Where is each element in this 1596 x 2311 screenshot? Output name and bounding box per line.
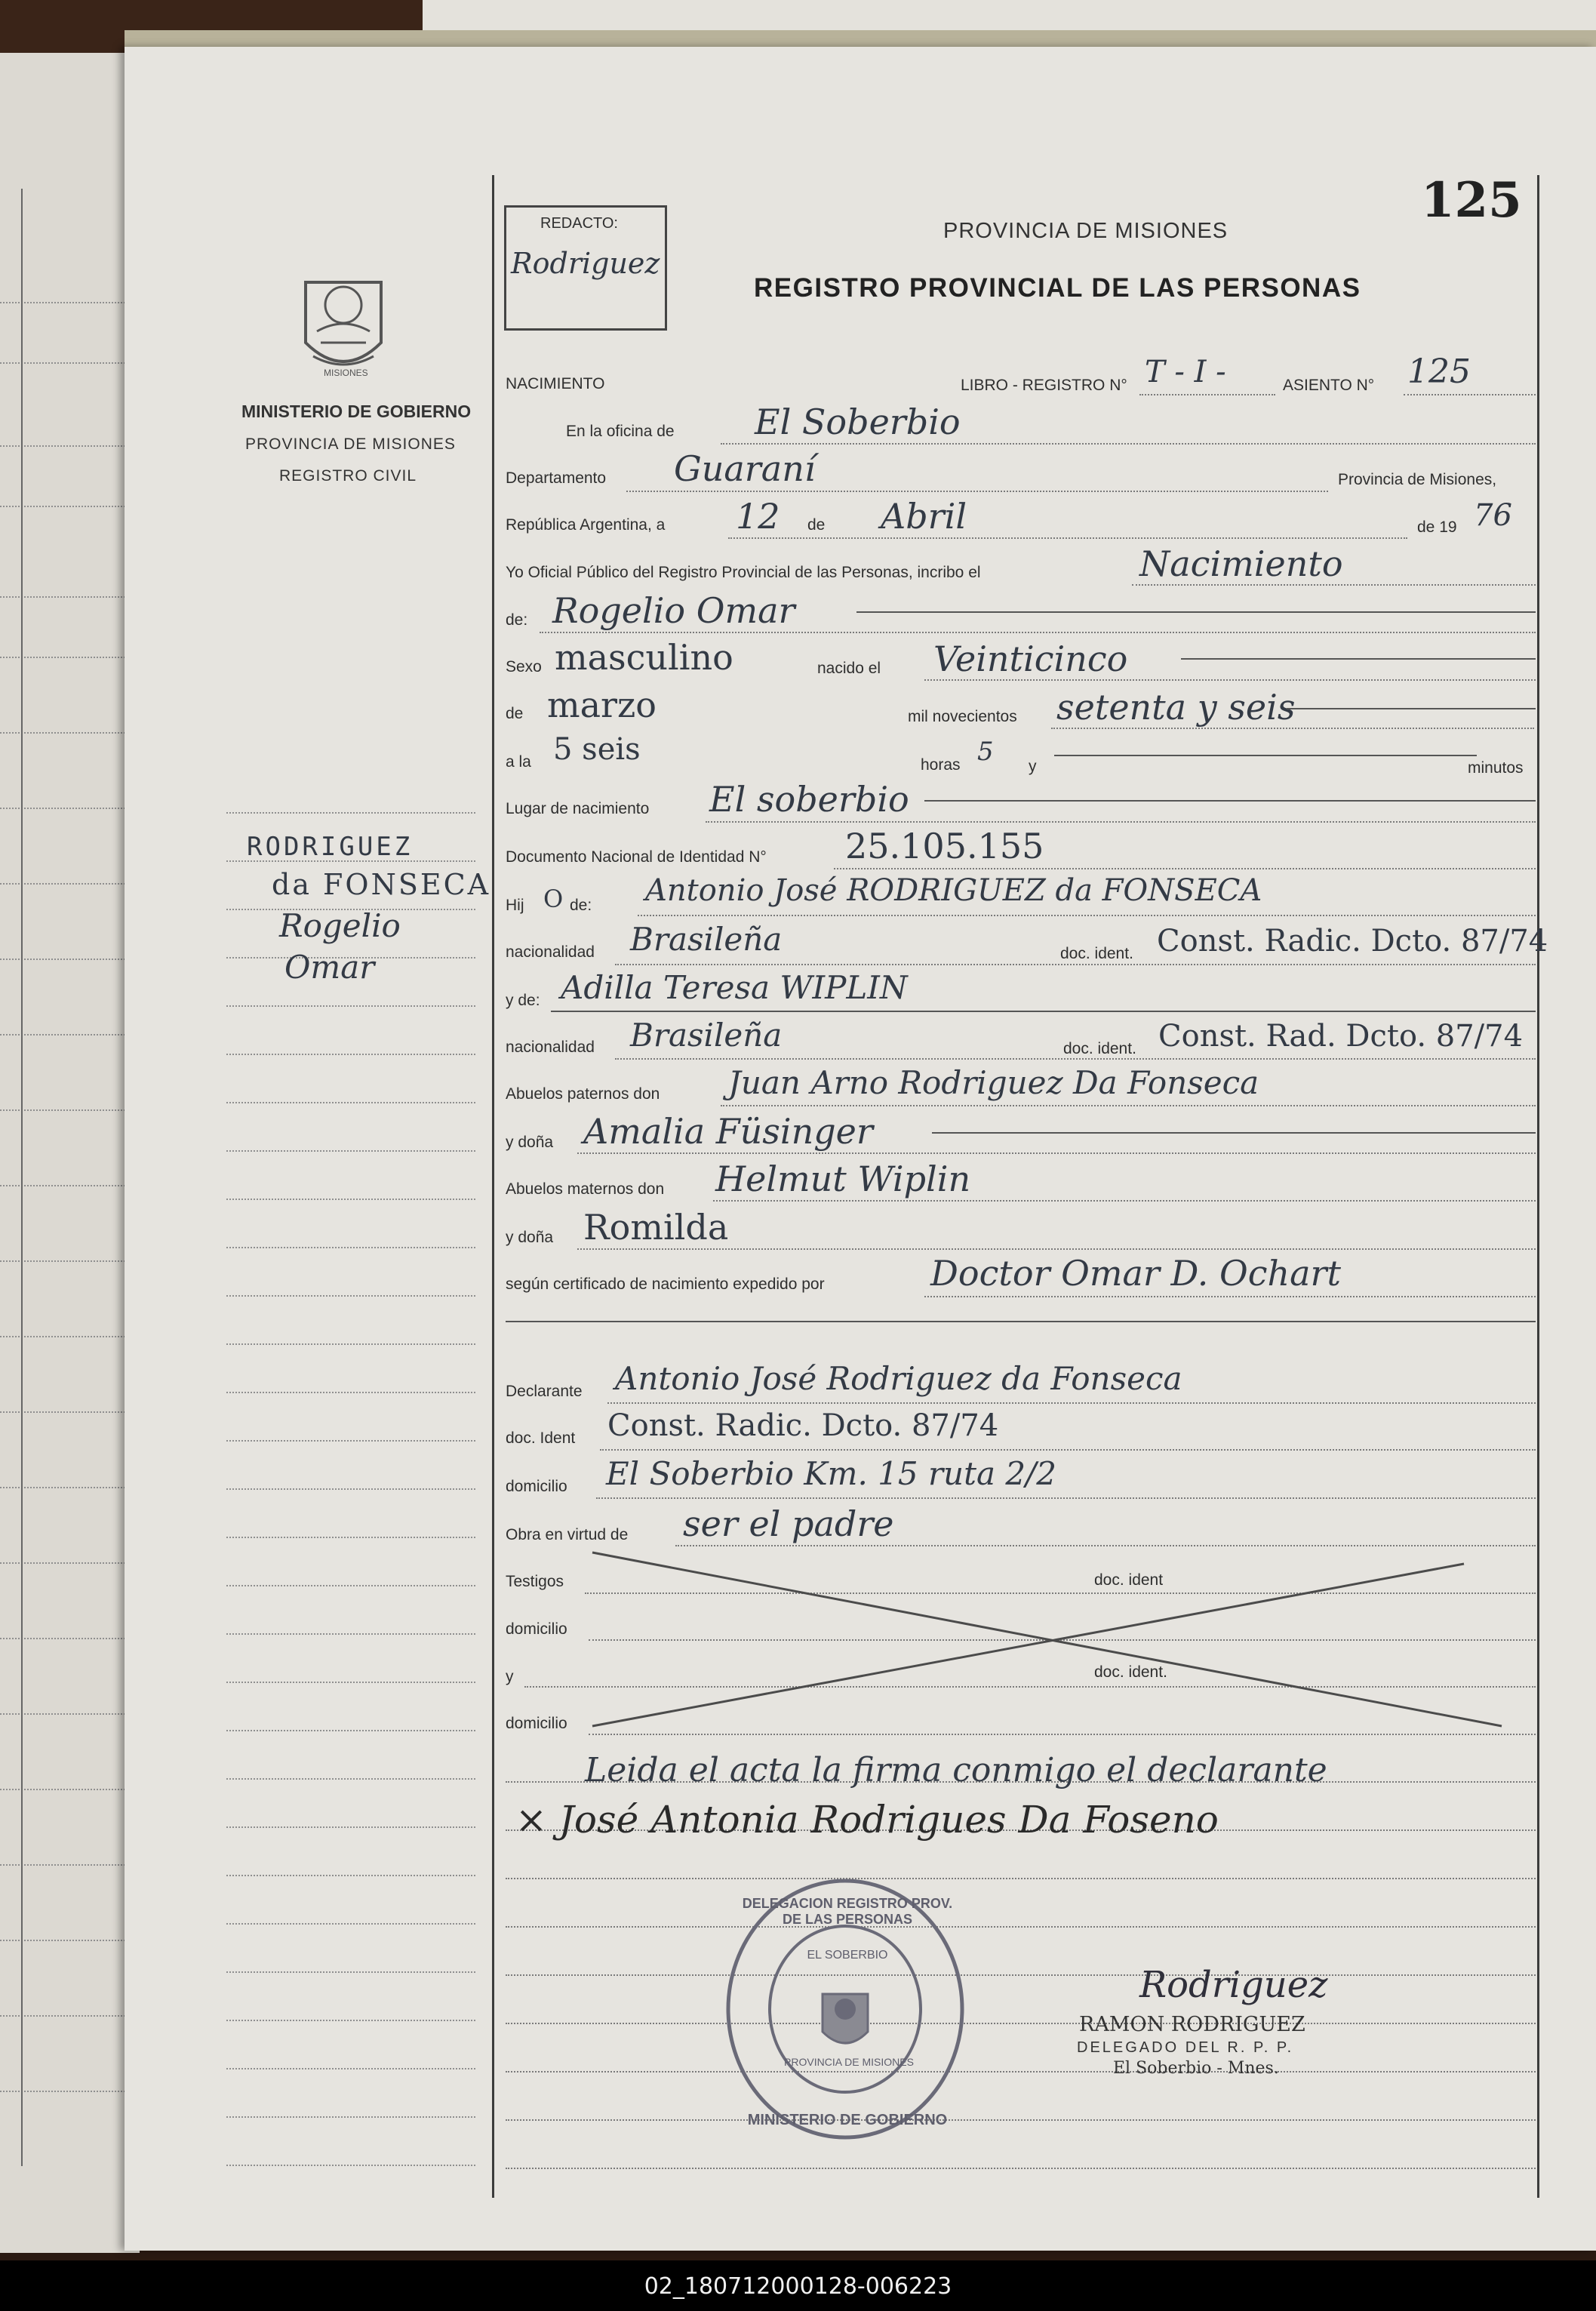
officer-title: DELEGADO DEL R. P. P. xyxy=(1077,2039,1294,2056)
doc1-value: Const. Radic. Dcto. 87/74 xyxy=(1157,924,1548,959)
de-label: de xyxy=(807,516,826,534)
hora-value: 5 seis xyxy=(553,732,641,767)
register-page xyxy=(125,47,1596,2251)
oficina-value: El Soberbio xyxy=(755,402,961,442)
libro-value: T - I - xyxy=(1145,355,1226,389)
anio-label: de 19 xyxy=(1417,519,1457,536)
libro-label: LIBRO - REGISTRO N° xyxy=(961,377,1127,394)
ministry-line3: REGISTRO CIVIL xyxy=(279,467,417,485)
nac1-value: Brasileña xyxy=(630,921,783,958)
nacimiento-label: NACIMIENTO xyxy=(506,375,605,392)
doc-ident-value: Const. Radic. Dcto. 87/74 xyxy=(607,1408,999,1443)
lugar-value: El soberbio xyxy=(709,779,909,820)
seal-caption: MISIONES xyxy=(324,368,368,378)
oficial-label: Yo Oficial Público del Registro Provincial de las Personas, incribo el xyxy=(506,564,981,581)
anio-value: 76 xyxy=(1474,498,1512,533)
anio-nac-value: setenta y seis xyxy=(1056,687,1296,728)
redacto-label: REDACTO: xyxy=(540,215,618,232)
dni-value: 25.105.155 xyxy=(845,826,1044,866)
madre-value: Adilla Teresa WIPLIN xyxy=(561,969,908,1006)
de-mes-label: de xyxy=(506,705,524,722)
nac2-value: Brasileña xyxy=(630,1017,783,1054)
padre-value: Antonio José RODRIGUEZ da FONSECA xyxy=(645,873,1262,908)
asiento-value: 125 xyxy=(1407,352,1471,391)
testigo-doc2-label: doc. ident. xyxy=(1094,1663,1167,1681)
stamp-inner-bottom-text: PROVINCIA DE MISIONES xyxy=(784,2056,914,2068)
a-las-label: a la xyxy=(506,753,531,771)
testigo-doc-label: doc. ident xyxy=(1094,1571,1164,1589)
testigo-domicilio-1-label: domicilio xyxy=(506,1620,567,1638)
redacto-signature: Rodriguez xyxy=(511,247,660,280)
asiento-label: ASIENTO N° xyxy=(1283,377,1375,394)
hora-num: 5 xyxy=(977,737,994,767)
stamp-outer-text: DELEGACION REGISTRO PROV. DE LAS PERSONAS xyxy=(742,1896,953,1927)
abuelos-maternos-value: Helmut Wiplin xyxy=(715,1159,971,1199)
testigo-domicilio-2-label: domicilio xyxy=(506,1715,567,1732)
margin-note-given2: Omar xyxy=(284,949,375,986)
header-province: PROVINCIA DE MISIONES xyxy=(943,219,1229,243)
nacido-label: nacido el xyxy=(817,660,881,677)
hijo-o: O xyxy=(543,885,564,913)
abuela-materna-value: Romilda xyxy=(583,1207,729,1248)
nac1-label: nacionalidad xyxy=(506,943,595,961)
doc2-value: Const. Rad. Dcto. 87/74 xyxy=(1158,1019,1524,1054)
mes-value: Abril xyxy=(881,496,967,537)
next-page-edge xyxy=(423,0,1596,32)
abuelos-maternos-label: Abuelos maternos don xyxy=(506,1180,665,1198)
y-dona-label-2: y doña xyxy=(506,1229,554,1246)
doc2-label: doc. ident. xyxy=(1063,1040,1136,1057)
officer-place: El Soberbio - Mnes. xyxy=(1113,2059,1279,2078)
sexo-value: masculino xyxy=(555,637,733,678)
declarant-signature: × José Antonia Rodrigues Da Foseno xyxy=(515,1798,1219,1842)
oficial-value: Nacimiento xyxy=(1139,543,1343,584)
de-nombre-label: de: xyxy=(506,611,528,629)
testigo-y-label: y xyxy=(506,1668,514,1685)
mes-nac-value: marzo xyxy=(547,685,657,725)
nombre-value: Rogelio Omar xyxy=(552,590,795,631)
obra-label: Obra en virtud de xyxy=(506,1526,629,1543)
doc1-label: doc. ident. xyxy=(1060,945,1133,962)
officer-name: RAMON RODRIGUEZ xyxy=(1079,2013,1305,2036)
obra-value: ser el padre xyxy=(683,1503,894,1544)
provincia-label: Provincia de Misiones, xyxy=(1338,471,1497,488)
domicilio-value: El Soberbio Km. 15 ruta 2/2 xyxy=(606,1455,1056,1492)
republica-label: República Argentina, a xyxy=(506,516,666,534)
declarante-value: Antonio José Rodriguez da Fonseca xyxy=(615,1360,1182,1397)
stamp-inner-text: EL SOBERBIO xyxy=(807,1949,888,1962)
mil-label: mil novecientos xyxy=(908,708,1017,725)
dia-value: 12 xyxy=(736,496,780,537)
y-dona-label-1: y doña xyxy=(506,1134,554,1151)
oficina-label: En la oficina de xyxy=(566,423,675,440)
stamp-bottom-text: MINISTERIO DE GOBIERNO xyxy=(747,2112,948,2128)
nacido-value: Veinticinco xyxy=(933,639,1128,679)
ministry-line2: PROVINCIA DE MISIONES xyxy=(245,435,456,453)
minutos-label: minutos xyxy=(1468,759,1524,777)
margin-note-surname: RODRIGUEZ xyxy=(247,832,414,862)
sexo-label: Sexo xyxy=(506,658,542,675)
hijo-label: Hij xyxy=(506,897,524,914)
margin-note-surname2: da FONSECA xyxy=(272,868,491,901)
header-registry: REGISTRO PROVINCIAL DE LAS PERSONAS xyxy=(754,273,1361,303)
image-caption: 02_180712000128-006223 xyxy=(644,2273,952,2300)
officer-signature: Rodriguez xyxy=(1139,1964,1328,2006)
certificado-value: Doctor Omar D. Ochart xyxy=(930,1253,1341,1294)
hijo-de-label: de: xyxy=(570,897,592,914)
abuelos-paternos-label: Abuelos paternos don xyxy=(506,1085,660,1103)
departamento-label: Departamento xyxy=(506,469,607,487)
domicilio-label: domicilio xyxy=(506,1478,567,1495)
nac2-label: nacionalidad xyxy=(506,1039,595,1056)
testigos-label: Testigos xyxy=(506,1573,564,1590)
lugar-label: Lugar de nacimiento xyxy=(506,800,650,817)
previous-page-strip xyxy=(0,53,140,2253)
certificado-label: según certificado de nacimiento expedido por xyxy=(506,1276,825,1293)
departamento-value: Guaraní xyxy=(674,448,816,489)
abuelos-paternos-value: Juan Arno Rodriguez Da Fonseca xyxy=(728,1064,1259,1101)
ministry-line1: MINISTERIO DE GOBIERNO xyxy=(241,402,472,421)
y-de-label: y de: xyxy=(506,992,540,1009)
folio-number: 125 xyxy=(1421,172,1522,229)
declarante-label: Declarante xyxy=(506,1383,583,1400)
doc-ident-label: doc. Ident xyxy=(506,1429,576,1447)
closing-text: Leida el acta la firma conmigo el declarante xyxy=(585,1751,1327,1789)
abuela-paterna-value: Amalia Füsinger xyxy=(583,1111,873,1152)
margin-note-given1: Rogelio xyxy=(279,907,401,944)
y-label: y xyxy=(1029,758,1037,775)
dni-label: Documento Nacional de Identidad N° xyxy=(506,848,767,866)
horas-label: horas xyxy=(921,756,961,774)
